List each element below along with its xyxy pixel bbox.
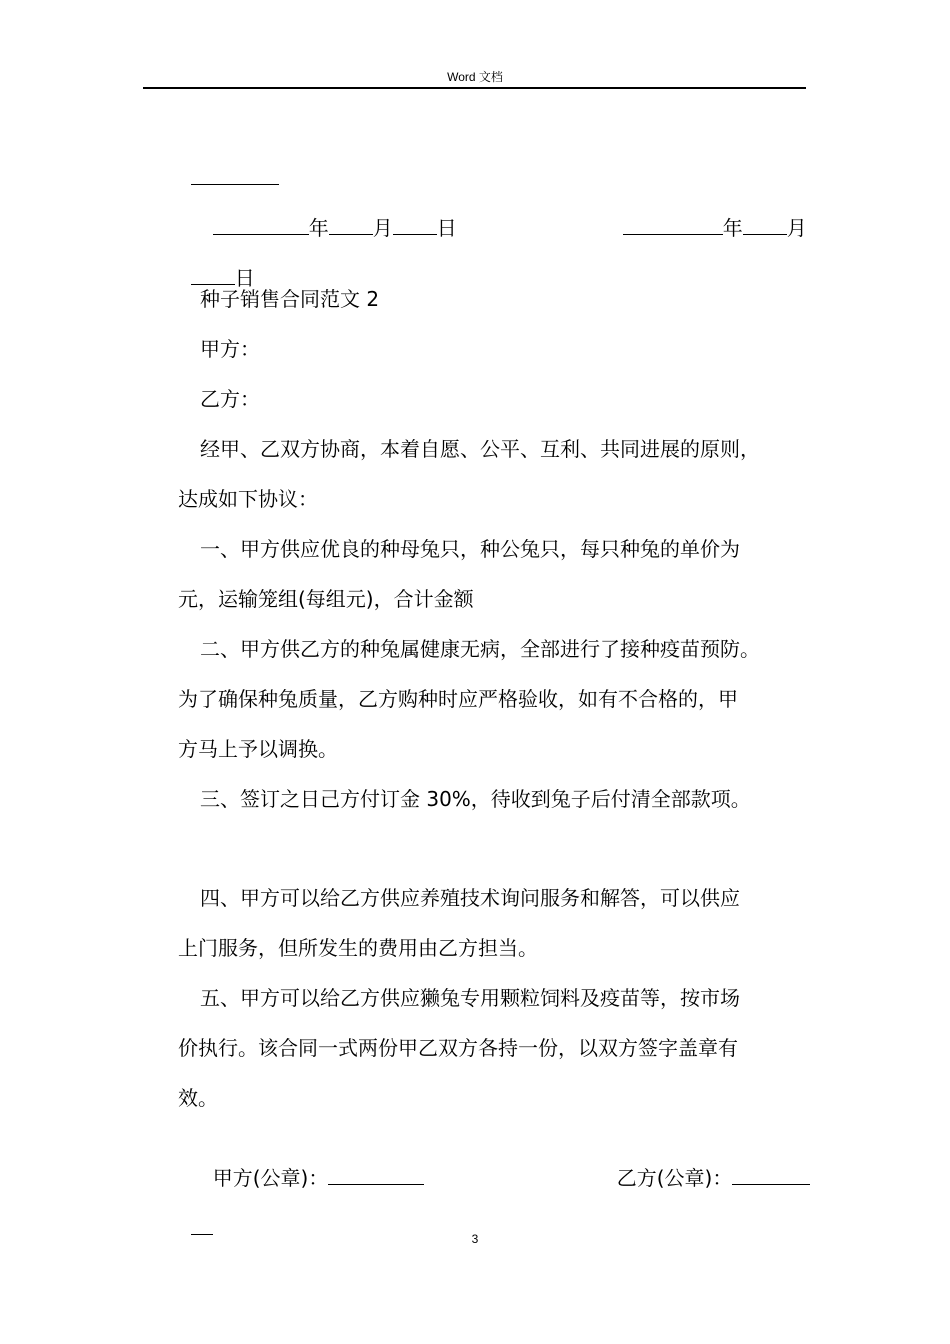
section-title: 种子销售合同范文 2 (200, 287, 380, 311)
page-number: 3 (471, 1232, 479, 1246)
clause-2-line-1: 二、甲方供乙方的种兔属健康无病，全部进行了接种疫苗预防。 (200, 637, 760, 661)
intro-line-2: 达成如下协议： (178, 487, 318, 511)
clause-5-line-1: 五、甲方可以给乙方供应獭兔专用颗粒饲料及疫苗等，按市场 (200, 986, 740, 1010)
clause-4-line-2: 上门服务，但所发生的费用由乙方担当。 (178, 936, 538, 960)
clause-3: 三、签订之日己方付订金 30%，待收到兔子后付清全部款项。 (200, 787, 751, 811)
page-header-title: Word 文档 (447, 70, 503, 84)
clause-1-line-2: 元，运输笼组(每组元)，合计金额 (178, 587, 474, 611)
party-b-label: 乙方： (200, 387, 260, 411)
date-line-left: 年 月 日 (200, 184, 457, 242)
date-line-day: 日 (178, 234, 255, 292)
header-rule (143, 87, 806, 89)
clause-1-line-1: 一、甲方供应优良的种母兔只，种公兔只，每只种兔的单价为 (200, 537, 740, 561)
clause-5-line-3: 效。 (178, 1086, 218, 1110)
clause-4-line-1: 四、甲方可以给乙方供应养殖技术询问服务和解答，可以供应 (200, 886, 740, 910)
clause-5-line-2: 价执行。该合同一式两份甲乙双方各持一份，以双方签字盖章有 (178, 1036, 738, 1060)
clause-2-line-2: 为了确保种兔质量，乙方购种时应严格验收，如有不合格的，甲 (178, 687, 738, 711)
date-line-right: 年 月 (610, 184, 807, 242)
signature-party-a: 甲方(公章)： (200, 1134, 424, 1192)
party-a-label: 甲方： (200, 337, 260, 361)
intro-line-1: 经甲、乙双方协商，本着自愿、公平、互利、共同进展的原则， (200, 437, 760, 461)
signature-party-b: 乙方(公章)： (604, 1134, 810, 1192)
clause-2-line-3: 方马上予以调换。 (178, 737, 338, 761)
